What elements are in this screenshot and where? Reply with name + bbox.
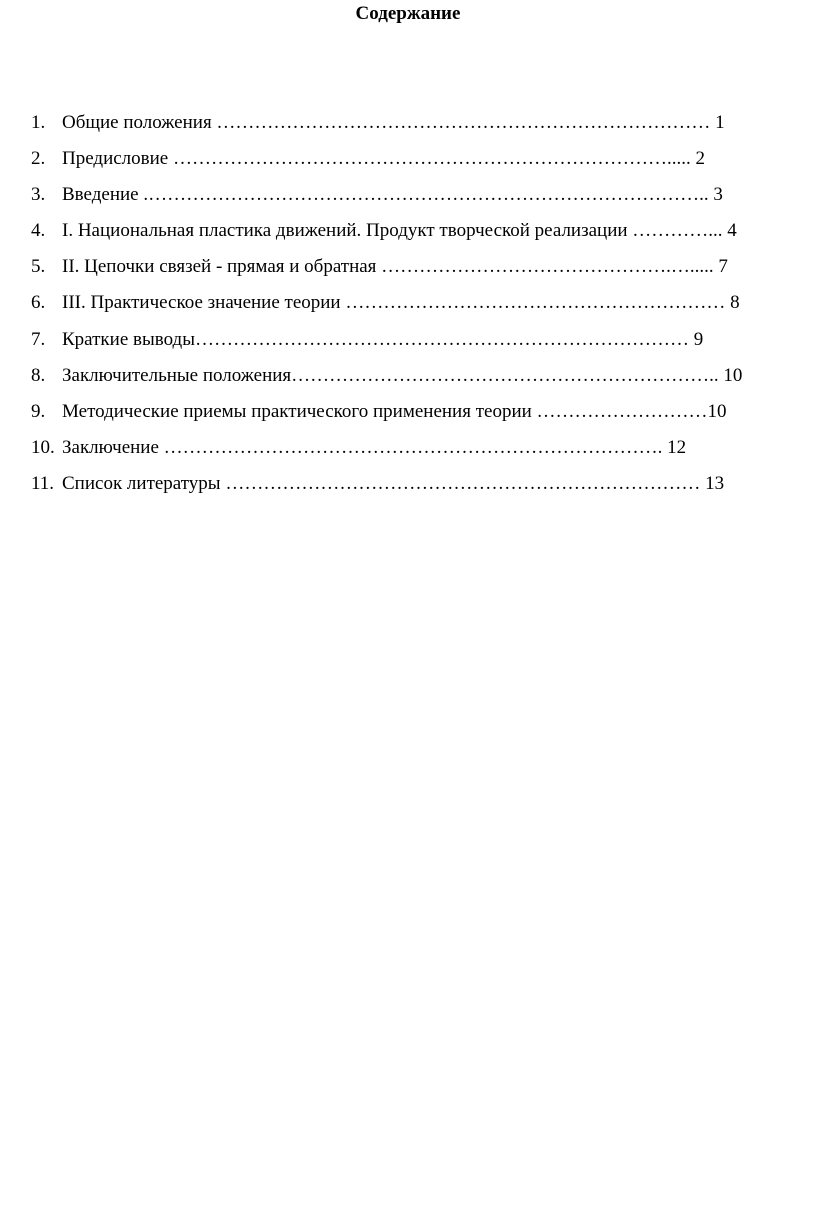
toc-item-number: 1. bbox=[31, 112, 46, 133]
toc-item-text: III. Практическое значение теории …………………………………………………… 8 bbox=[62, 292, 740, 314]
toc-item-3 bbox=[0, 183, 816, 219]
toc-item-number: 9. bbox=[31, 400, 46, 422]
toc-item-text: Список литературы ………………………………………………………………… 13 bbox=[62, 472, 725, 494]
toc-item-10 bbox=[0, 436, 816, 472]
table-of-contents bbox=[0, 111, 816, 508]
toc-item-number: 7. bbox=[31, 328, 46, 350]
toc-item-number: 3. bbox=[31, 184, 46, 206]
toc-item-1 bbox=[0, 111, 816, 147]
toc-item-7 bbox=[0, 328, 816, 364]
toc-item-text: Заключение ……………………………………………………………………. 12 bbox=[62, 436, 687, 458]
toc-item-8 bbox=[0, 364, 816, 400]
toc-item-number: 5. bbox=[31, 256, 46, 278]
toc-item-text: Общие положения …………………………………………………………………… 1 bbox=[62, 112, 725, 133]
toc-item-text: Методические приемы практического применения теории ………………………10 bbox=[62, 400, 727, 422]
toc-item-text: Краткие выводы…………………………………………………………………… 9 bbox=[62, 328, 704, 350]
toc-item-number: 8. bbox=[31, 364, 46, 386]
page-title: Содержание bbox=[355, 3, 461, 24]
toc-item-number: 2. bbox=[31, 148, 46, 170]
toc-item-number: 4. bbox=[31, 220, 46, 242]
toc-item-text: II. Цепочки связей - прямая и обратная ……………………………………….…..... 7 bbox=[62, 256, 728, 278]
toc-item-number: 6. bbox=[31, 292, 46, 314]
toc-item-number: 10. bbox=[31, 436, 55, 458]
toc-item-5 bbox=[0, 255, 816, 291]
toc-item-number: 11. bbox=[31, 472, 55, 494]
toc-item-text: Введение .…………………………………………………………………………….. 3 bbox=[62, 184, 723, 206]
toc-item-4 bbox=[0, 219, 816, 255]
toc-item-2 bbox=[0, 147, 816, 183]
toc-item-9 bbox=[0, 400, 816, 436]
toc-item-text: Предисловие ……………………………………………………………………..... 2 bbox=[62, 148, 705, 170]
toc-item-6 bbox=[0, 291, 816, 327]
toc-item-11 bbox=[0, 472, 816, 508]
toc-item-text: Заключительные положения………………………………………………………….. 10 bbox=[62, 364, 743, 386]
toc-item-text: I. Национальная пластика движений. Продукт творческой реализации …………... 4 bbox=[62, 220, 737, 242]
